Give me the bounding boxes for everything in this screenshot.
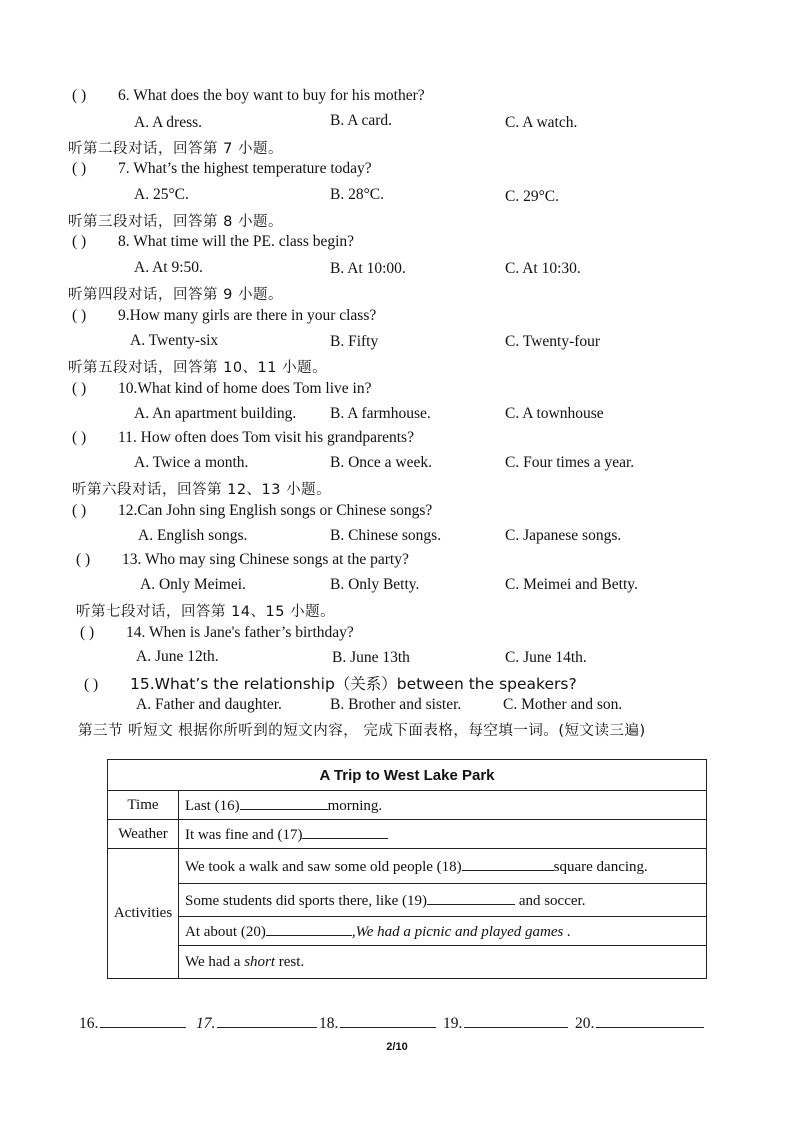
option-c: C. A watch. bbox=[505, 114, 578, 131]
instruction-dialogue-5: 听第五段对话，回答第 10、11 小题。 bbox=[68, 360, 328, 376]
question-text: 10.What kind of home does Tom live in? bbox=[118, 380, 372, 397]
option-a: A. A dress. bbox=[134, 114, 203, 131]
question-text: 15.What’s the relationship（关系）between the speakers? bbox=[130, 675, 577, 693]
option-a: A. At 9:50. bbox=[134, 259, 203, 276]
option-b: B. Fifty bbox=[330, 333, 379, 350]
answer-paren[interactable]: ( ) bbox=[84, 676, 99, 693]
answer-19-blank[interactable] bbox=[464, 1013, 568, 1028]
answer-paren[interactable]: ( ) bbox=[72, 380, 87, 397]
option-c: C. Four times a year. bbox=[505, 454, 635, 471]
answer-20 bbox=[575, 1013, 704, 1033]
instruction-dialogue-7: 听第七段对话，回答第 14、15 小题。 bbox=[76, 604, 336, 620]
option-b: B. Once a week. bbox=[330, 454, 432, 471]
option-a: A. English songs. bbox=[138, 527, 248, 544]
answer-19-label: 19. bbox=[443, 1015, 463, 1032]
activity-row-4 bbox=[179, 946, 707, 979]
blank-16[interactable] bbox=[240, 795, 328, 810]
question-12 bbox=[72, 502, 432, 520]
answer-18-label: 18. bbox=[319, 1015, 339, 1032]
activity-3-text: At about (20) bbox=[185, 924, 266, 940]
option-c: C. 29°C. bbox=[505, 188, 560, 205]
answer-19 bbox=[443, 1013, 568, 1033]
option-b: B. Brother and sister. bbox=[330, 696, 462, 713]
option-b: B. 28°C. bbox=[330, 186, 385, 203]
question-text: 14. When is Jane's father’s birthday? bbox=[126, 624, 354, 641]
answer-16-label: 16. bbox=[79, 1015, 99, 1032]
activity-1-text: We took a walk and saw some old people (18) bbox=[185, 859, 462, 875]
option-c: C. At 10:30. bbox=[505, 260, 581, 277]
answer-paren[interactable]: ( ) bbox=[72, 502, 87, 519]
question-10 bbox=[72, 380, 371, 398]
option-b: B. June 13th bbox=[332, 649, 410, 666]
activity-2-text: Some students did sports there, like (19) bbox=[185, 893, 428, 909]
option-a: A. 25°C. bbox=[134, 186, 189, 203]
time-label: Time bbox=[108, 791, 179, 820]
activity-4-text: We had a bbox=[185, 953, 245, 970]
weather-text: It was fine and (17) bbox=[185, 827, 303, 843]
answer-16 bbox=[79, 1013, 186, 1033]
time-cell bbox=[179, 791, 707, 820]
answer-paren[interactable]: ( ) bbox=[72, 160, 87, 177]
option-b: B. A card. bbox=[330, 112, 392, 129]
blank-17[interactable] bbox=[302, 824, 388, 839]
option-c: C. Mother and son. bbox=[503, 696, 623, 713]
question-text: 9.How many girls are there in your class? bbox=[118, 307, 377, 324]
option-a: A. An apartment building. bbox=[134, 405, 297, 422]
question-15 bbox=[84, 672, 577, 694]
activity-4-italic: short bbox=[244, 953, 276, 970]
answer-16-blank[interactable] bbox=[100, 1013, 186, 1028]
activity-1-text-end: square dancing. bbox=[553, 859, 648, 875]
question-text: 7. What’s the highest temperature today? bbox=[118, 160, 372, 177]
activity-row-2 bbox=[179, 884, 707, 917]
time-text-end: morning. bbox=[327, 798, 383, 814]
answer-paren[interactable]: ( ) bbox=[76, 551, 91, 568]
question-text: 8. What time will the PE. class begin? bbox=[118, 233, 355, 250]
activity-2-text-end: and soccer. bbox=[518, 893, 586, 909]
question-text: 13. Who may sing Chinese songs at the party? bbox=[122, 551, 409, 568]
option-b: B. Chinese songs. bbox=[330, 527, 442, 544]
activity-row-3 bbox=[179, 917, 707, 946]
option-c: C. June 14th. bbox=[505, 649, 587, 666]
answer-18 bbox=[319, 1013, 436, 1033]
question-text: 11. How often does Tom visit his grandparents? bbox=[118, 429, 414, 446]
answer-17-blank[interactable] bbox=[217, 1013, 317, 1028]
answer-20-label: 20. bbox=[575, 1015, 595, 1032]
option-a: A. Twice a month. bbox=[134, 454, 249, 471]
question-6 bbox=[72, 87, 425, 105]
option-c: C. Twenty-four bbox=[505, 333, 601, 350]
question-11 bbox=[72, 429, 414, 447]
question-8 bbox=[72, 233, 354, 251]
answer-paren[interactable]: ( ) bbox=[80, 624, 95, 641]
option-b: B. A farmhouse. bbox=[330, 405, 431, 422]
answer-paren[interactable]: ( ) bbox=[72, 87, 87, 104]
answer-paren[interactable]: ( ) bbox=[72, 307, 87, 324]
instruction-dialogue-2: 听第二段对话，回答第 7 小题。 bbox=[68, 141, 283, 157]
blank-19[interactable] bbox=[427, 890, 515, 905]
activities-label: Activities bbox=[108, 849, 179, 979]
instruction-dialogue-4: 听第四段对话，回答第 9 小题。 bbox=[68, 287, 283, 303]
trip-table bbox=[107, 759, 707, 979]
option-c: C. Japanese songs. bbox=[505, 527, 622, 544]
option-a: A. Father and daughter. bbox=[136, 696, 282, 713]
question-9 bbox=[72, 307, 376, 325]
weather-cell bbox=[179, 820, 707, 849]
option-c: C. A townhouse bbox=[505, 405, 604, 422]
answer-17-label: 17. bbox=[196, 1015, 216, 1032]
option-c: C. Meimei and Betty. bbox=[505, 576, 638, 593]
question-text: 6. What does the boy want to buy for his mother? bbox=[118, 87, 425, 104]
section-3-heading: 第三节 听短文 根据你所听到的短文内容， 完成下面表格，每空填一词。(短文读三遍) bbox=[78, 723, 646, 739]
answer-paren[interactable]: ( ) bbox=[72, 429, 87, 446]
activity-row-1 bbox=[179, 849, 707, 884]
question-14 bbox=[80, 624, 354, 642]
activity-3-text-end: ,We had a picnic and played games . bbox=[351, 924, 571, 940]
answer-18-blank[interactable] bbox=[340, 1013, 436, 1028]
time-text: Last (16) bbox=[185, 798, 240, 814]
instruction-dialogue-3: 听第三段对话，回答第 8 小题。 bbox=[68, 214, 283, 230]
option-a: A. Only Meimei. bbox=[140, 576, 246, 593]
activity-4-text-end: rest. bbox=[275, 953, 305, 970]
answer-20-blank[interactable] bbox=[596, 1013, 704, 1028]
question-13 bbox=[76, 551, 409, 569]
page-number: 2/10 bbox=[386, 1041, 408, 1053]
table-title: A Trip to West Lake Park bbox=[108, 760, 707, 791]
blank-20[interactable] bbox=[266, 921, 352, 936]
answer-paren[interactable]: ( ) bbox=[72, 233, 87, 250]
option-a: A. Twenty-six bbox=[130, 332, 219, 349]
option-b: B. At 10:00. bbox=[330, 260, 406, 277]
weather-label: Weather bbox=[108, 820, 179, 849]
question-text: 12.Can John sing English songs or Chinese songs? bbox=[118, 502, 433, 519]
question-7 bbox=[72, 160, 372, 178]
option-a: A. June 12th. bbox=[136, 648, 219, 665]
blank-18[interactable] bbox=[462, 856, 554, 871]
answer-17 bbox=[196, 1013, 317, 1033]
option-b: B. Only Betty. bbox=[330, 576, 420, 593]
instruction-dialogue-6: 听第六段对话，回答第 12、13 小题。 bbox=[72, 482, 332, 498]
